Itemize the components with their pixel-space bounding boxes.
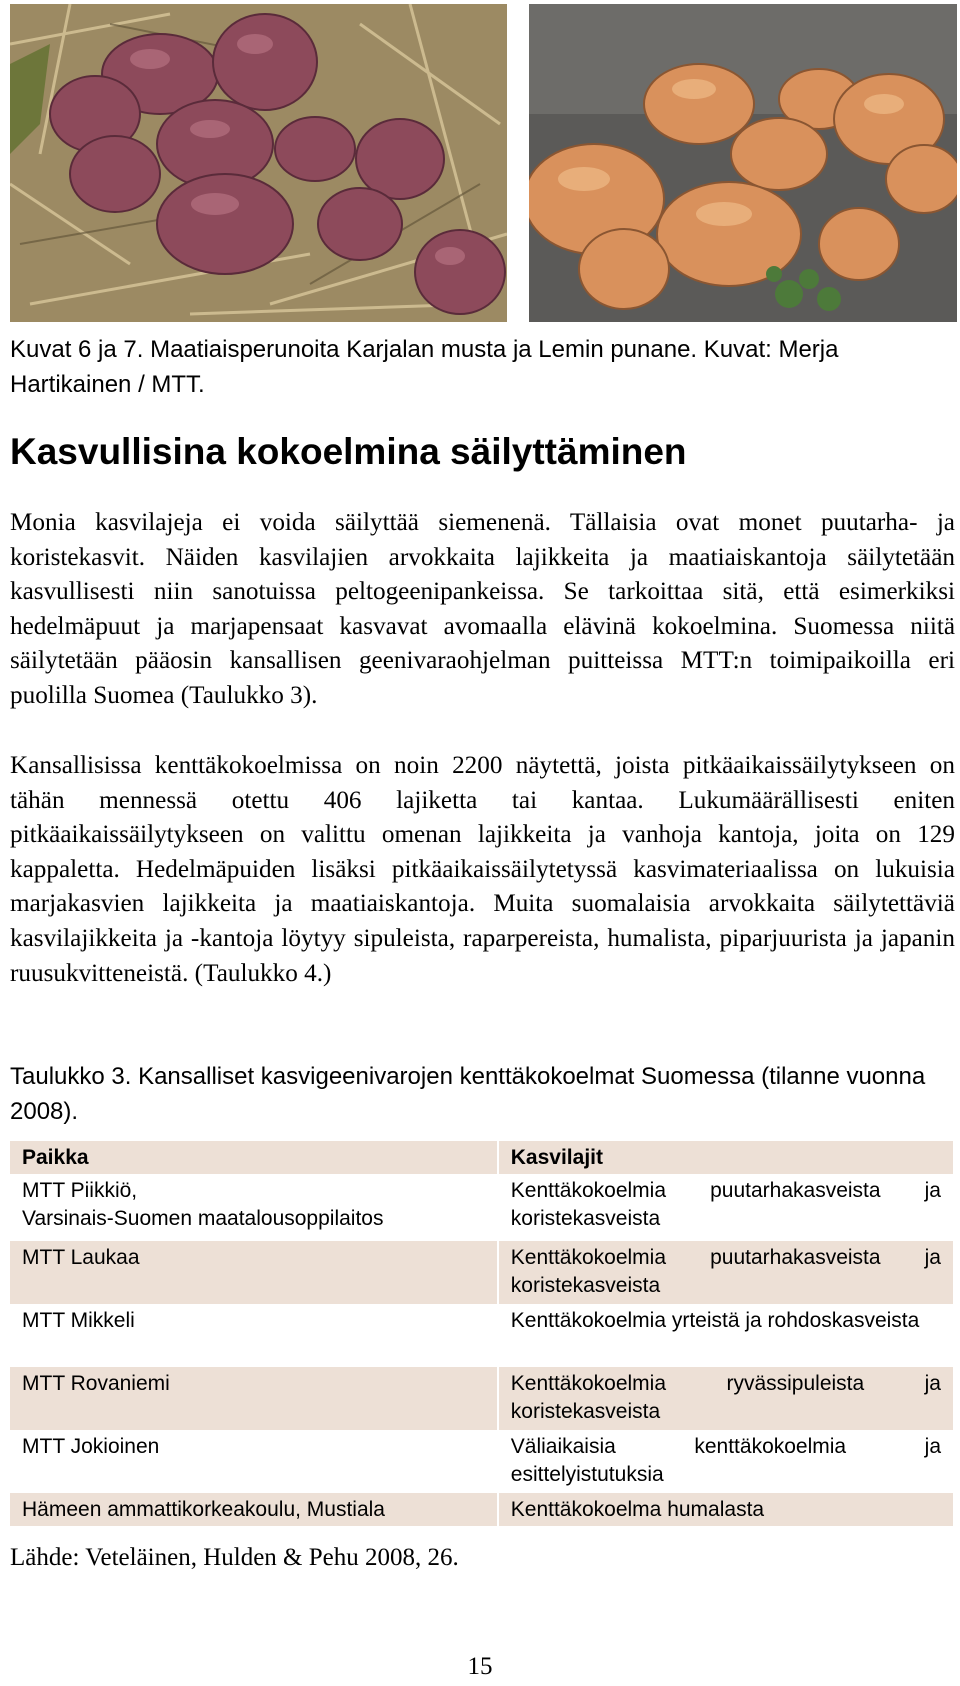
cell-paikka: MTT Jokioinen [10, 1430, 498, 1493]
paragraph-1: Monia kasvilajeja ei voida säilyttää siemenenä. Tällaisia ovat monet puutarha- ja koristekasvit. Näiden kasvilajien arvokkaita lajikkeita ja maatiaiskantoja säilytetään kasvullisesti niin sanotuissa peltogeenipankeissa. Se tarkoittaa sitä, että esimerkiksi hedelmäpuut ja marjapensaat kasvavat avomaalla elävinä kokoelmina. Suomessa niitä säilytetään pääosin kansallisen geenivaraohjelman puitteissa MTT:n toimipaikoilla eri puolilla Suomea (Taulukko 3). [10, 509, 955, 709]
photo-yellow-potatoes [529, 4, 957, 322]
cell-paikka: MTT Rovaniemi [10, 1367, 498, 1430]
figure-caption: Kuvat 6 ja 7. Maatiaisperunoita Karjalan musta ja Lemin punane. Kuvat: Merja Hartikainen / MTT. [10, 336, 839, 398]
cell-paikka-line: Varsinais-Suomen maatalousoppilaitos [22, 1207, 384, 1230]
cell-kasvilajit: Väliaikaisia kenttäkokoelmia ja esittelyistutuksia [510, 1435, 941, 1486]
section-heading: Kasvullisina kokoelmina säilyttäminen [10, 431, 687, 472]
cell-kasvilajit: Kenttäkokoelmia puutarhakasveista ja koristekasveista [498, 1241, 953, 1304]
table-row [10, 1493, 953, 1526]
table-row [10, 1304, 953, 1367]
yellow-potatoes-image [529, 4, 957, 322]
cell-paikka: MTT Laukaa [10, 1241, 498, 1304]
table-source: Lähde: Veteläinen, Hulden & Pehu 2008, 26. [10, 1544, 459, 1571]
cell-paikka [10, 1174, 498, 1241]
cell-paikka: MTT Mikkeli [10, 1304, 498, 1367]
cell-kasvilajit: Kenttäkokoelmia ryvässipuleista ja koristekasveista [498, 1367, 953, 1430]
cell-paikka-line: MTT Piikkiö, [22, 1179, 138, 1202]
header-paikka: Paikka [10, 1141, 498, 1174]
table-caption: Taulukko 3. Kansalliset kasvigeenivarojen kenttäkokoelmat Suomessa (tilanne vuonna 2008). [10, 1063, 926, 1125]
cell-kasvilajit: Kenttäkokoelmia yrteistä ja rohdoskasveista [510, 1309, 920, 1332]
table-header-row [10, 1141, 953, 1174]
paragraph-2: Kansallisissa kenttäkokoelmissa on noin 2200 näytettä, joista pitkäaikaissäilytykseen on tähän mennessä otettu 406 lajiketta tai kantaa. Lukumäärällisesti eniten pitkäaikaissäilytykseen on valittu omenan lajikkeita ja vanhoja kantoja, joita on 129 kappaletta. Hedelmäpuiden lisäksi pitkäaikaissäilytetyssä kasvimateriaalissa on lukuisia marjakasvien lajikkeita ja maatiaiskantoja. Muita suomalaisia arvokkaita säilytettäviä kasvilajikkeita ja -kantoja löytyy sipuleista, raparpereista, humalista, piparjuurista ja japanin ruusukvitteneistä. (Taulukko 4.) [10, 752, 955, 987]
page-number: 15 [467, 1653, 493, 1680]
table-row [10, 1174, 953, 1241]
table-row [10, 1430, 953, 1493]
photo-row [10, 0, 958, 322]
cell-kasvilajit: Kenttäkokoelma humalasta [498, 1493, 953, 1526]
table-row [10, 1241, 953, 1304]
purple-potatoes-image [10, 4, 507, 322]
header-kasvilajit: Kasvilajit [498, 1141, 953, 1174]
table-row [10, 1367, 953, 1430]
cell-paikka: Hämeen ammattikorkeakoulu, Mustiala [10, 1493, 498, 1526]
photo-purple-potatoes [10, 4, 507, 322]
collections-table [10, 1141, 953, 1526]
cell-kasvilajit: Kenttäkokoelmia puutarhakasveista ja koristekasveista [510, 1179, 941, 1230]
